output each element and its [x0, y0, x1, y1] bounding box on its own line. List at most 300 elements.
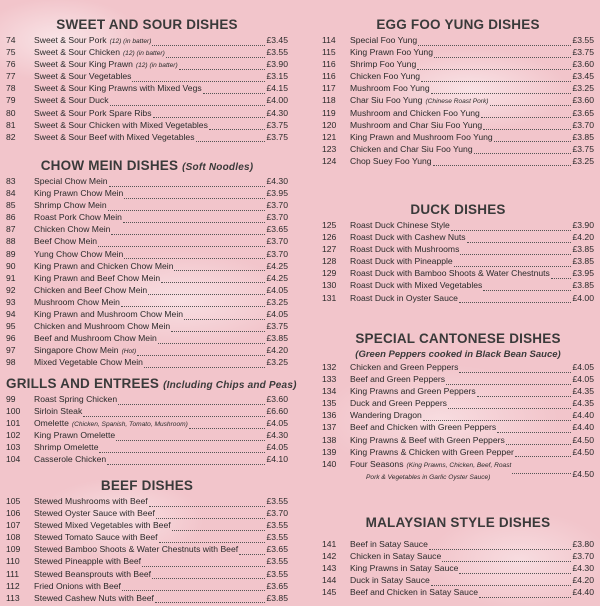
item-price: £3.55	[266, 520, 288, 531]
item-number: 117	[322, 83, 336, 94]
item-number: 104	[6, 454, 21, 465]
dot-leader	[111, 226, 265, 235]
item-number: 91	[6, 272, 16, 283]
dot-leader	[479, 589, 571, 598]
item-price: £3.45	[572, 71, 594, 82]
dot-leader	[551, 270, 572, 279]
dot-leader	[137, 347, 265, 356]
item-name: Mushroom and Chicken Foo Yung	[350, 107, 480, 118]
item-price: £3.85	[572, 256, 594, 267]
item-price: £3.65	[266, 224, 288, 235]
dot-leader	[474, 145, 572, 154]
section-egg-foo-yung	[322, 16, 594, 167]
menu-item	[322, 94, 594, 106]
item-name: Chicken Chow Mein	[34, 224, 111, 235]
item-name: Sweet & Sour Chicken	[34, 47, 120, 58]
item-name: Chicken and Green Peppers	[350, 362, 459, 372]
item-name: Roast Spring Chicken	[34, 394, 118, 404]
dot-leader	[429, 541, 572, 550]
item-name: Chicken and Beef Chow Mein	[34, 284, 148, 295]
item-number: 79	[6, 95, 16, 106]
item-number: 84	[6, 188, 16, 199]
item-price: £3.70	[572, 551, 594, 562]
item-note: (Chinese Roast Pork)	[425, 98, 489, 106]
menu-item	[322, 255, 594, 267]
item-note: (Hot)	[121, 348, 137, 356]
item-number: 85	[6, 200, 16, 211]
dot-leader	[512, 465, 571, 474]
menu-item	[322, 155, 594, 167]
item-price: £4.30	[572, 563, 594, 574]
item-name: Sweet & Sour King Prawn	[34, 59, 133, 70]
menu-item	[322, 34, 594, 46]
item-number: 110	[6, 556, 20, 567]
dot-leader	[110, 97, 266, 106]
menu-item	[6, 199, 288, 211]
item-price: £4.40	[572, 587, 594, 598]
menu-item	[6, 58, 288, 70]
menu-list	[322, 538, 594, 598]
item-price: £4.05	[266, 284, 288, 295]
item-name: Singapore Chow Mein	[34, 345, 119, 356]
item-price: £3.55	[572, 35, 594, 45]
dot-leader	[98, 238, 265, 247]
item-price: £3.45	[266, 35, 288, 45]
dot-leader	[442, 553, 571, 562]
menu-item	[6, 308, 288, 320]
item-name: Wandering Dragon	[350, 410, 422, 421]
menu-item	[6, 405, 288, 417]
item-number: 142	[322, 551, 337, 562]
dot-leader	[166, 49, 266, 58]
menu-item	[6, 284, 288, 296]
item-price: £4.30	[266, 107, 288, 118]
menu-item	[6, 107, 288, 119]
dot-leader	[423, 412, 572, 421]
dot-leader	[118, 396, 265, 405]
dot-leader	[121, 298, 266, 307]
menu-item	[322, 46, 594, 58]
dot-leader	[431, 577, 572, 586]
item-number: 115	[322, 47, 336, 58]
item-name: Sweet & Sour Pork	[34, 35, 107, 45]
item-price: £4.30	[266, 176, 288, 186]
dot-leader	[483, 121, 571, 130]
dot-leader	[239, 546, 265, 555]
item-name: Sweet & Sour Vegetables	[34, 71, 132, 82]
dot-leader	[122, 582, 266, 591]
menu-item	[322, 119, 594, 131]
item-number: 143	[322, 563, 337, 574]
item-number: 120	[322, 119, 337, 130]
section-subtitle: (Green Peppers cooked in Black Bean Sauce)	[355, 349, 561, 360]
menu-item	[322, 446, 594, 458]
menu-item	[322, 279, 594, 291]
item-price: £3.95	[266, 188, 288, 199]
item-number: 113	[6, 592, 20, 603]
item-price: £4.40	[572, 422, 594, 433]
item-name: Beef in Satay Sauce	[350, 539, 428, 549]
item-number: 140	[322, 458, 337, 469]
menu-item	[6, 531, 288, 543]
dot-leader	[431, 85, 572, 94]
item-price: £3.25	[266, 357, 288, 368]
item-number: 95	[6, 321, 16, 332]
item-price: £3.15	[266, 71, 288, 82]
item-name: Roast Duck with Bamboo Shoots & Water Chestnuts	[350, 268, 550, 279]
dot-leader	[196, 133, 266, 142]
item-name: King Prawn and Mushroom Foo Yung	[350, 131, 493, 142]
item-name: Stewed Tomato Sauce with Beef	[34, 532, 158, 543]
dot-leader	[459, 364, 571, 373]
item-price: £4.25	[266, 272, 288, 283]
dot-leader	[172, 522, 266, 531]
item-name: Chicken and Char Siu Foo Yung	[350, 143, 473, 154]
section-title: GRILLS AND ENTREES (Including Chips and Peas)	[6, 376, 297, 391]
item-name: Mushroom Foo Yung	[350, 83, 430, 94]
item-name: Sweet & Sour Duck	[34, 95, 109, 106]
dot-leader	[203, 85, 266, 94]
dot-leader	[123, 214, 266, 223]
item-name: Roast Pork Chow Mein	[34, 212, 122, 223]
section-title: MALAYSIAN STYLE DISHES	[365, 515, 551, 530]
menu-item	[322, 574, 594, 586]
item-price: £4.05	[266, 418, 288, 429]
menu-item	[6, 248, 288, 260]
item-name: Mixed Vegetable Chow Mein	[34, 357, 143, 368]
item-note-continued: Pork & Vegetables in Garlic Oyster Sauce)	[366, 473, 491, 481]
item-name: Yung Chow Chow Mein	[34, 248, 124, 259]
item-name: Beef and Chicken in Satay Sauce	[350, 587, 479, 598]
dot-leader	[159, 534, 266, 543]
item-number: 82	[6, 131, 16, 142]
menu-list	[6, 393, 288, 466]
item-name: Stewed Pineapple with Beef	[34, 556, 142, 567]
menu-item	[6, 235, 288, 247]
menu-item	[6, 70, 288, 82]
item-number: 125	[322, 220, 337, 230]
item-price: £4.50	[572, 446, 594, 457]
menu-item	[6, 543, 288, 555]
item-price: £3.55	[266, 556, 288, 567]
item-name: Beef Chow Mein	[34, 236, 98, 247]
item-number: 114	[322, 35, 336, 45]
menu-item	[6, 260, 288, 272]
item-price: £4.05	[266, 309, 288, 320]
dot-leader	[179, 61, 266, 70]
item-name: King Prawns and Green Peppers	[350, 386, 476, 397]
menu-list	[322, 361, 594, 458]
item-price: £3.70	[266, 248, 288, 259]
item-price: £3.70	[572, 119, 594, 130]
menu-item	[322, 58, 594, 70]
dot-leader	[148, 286, 265, 295]
dot-leader	[459, 565, 571, 574]
item-number: 123	[322, 143, 337, 154]
item-number: 119	[322, 107, 336, 118]
menu-item	[6, 568, 288, 580]
item-number: 86	[6, 212, 16, 223]
item-number: 138	[322, 434, 337, 445]
menu-item	[322, 143, 594, 155]
item-price: £3.55	[266, 47, 288, 58]
item-number: 128	[322, 256, 337, 267]
dot-leader	[434, 49, 572, 58]
dot-leader	[481, 109, 572, 118]
item-price: £3.90	[572, 220, 594, 230]
item-number: 116	[322, 59, 336, 70]
item-price: £3.55	[266, 496, 288, 506]
dot-leader	[149, 498, 266, 507]
menu-item	[322, 219, 594, 231]
section-title: DUCK DISHES	[410, 202, 506, 217]
item-price: £4.35	[572, 386, 594, 397]
menu-item	[322, 267, 594, 279]
menu-item	[322, 82, 594, 94]
item-price: £3.75	[572, 47, 594, 58]
item-price: £6.60	[266, 406, 288, 417]
dot-leader	[153, 109, 266, 118]
dot-leader	[467, 234, 572, 243]
item-number: 112	[6, 580, 20, 591]
item-number: 97	[6, 345, 16, 356]
item-name: Beef and Chicken with Green Peppers	[350, 422, 497, 433]
dot-leader	[417, 61, 571, 70]
item-number: 127	[322, 244, 337, 255]
dot-leader	[158, 335, 266, 344]
dot-leader	[99, 444, 265, 453]
item-name: Roast Duck with Mixed Vegetables	[350, 280, 483, 291]
section-title: SPECIAL CANTONESE DISHES	[355, 331, 561, 346]
item-name: Chicken Foo Yung	[350, 71, 421, 82]
dot-leader	[189, 420, 266, 429]
menu-list	[6, 34, 288, 143]
item-number: 131	[322, 292, 337, 303]
menu-item	[6, 429, 288, 441]
item-price: £4.30	[266, 430, 288, 441]
item-name: Roast Duck in Oyster Sauce	[350, 292, 458, 303]
item-name: Sweet & Sour Pork Spare Ribs	[34, 107, 152, 118]
item-number: 99	[6, 394, 16, 404]
menu-item	[6, 344, 288, 356]
item-price: £3.65	[266, 544, 288, 555]
dot-leader	[152, 37, 265, 46]
dot-leader	[124, 190, 265, 199]
item-price: £3.60	[266, 394, 288, 404]
menu-item	[6, 580, 288, 592]
item-name: King Prawn and Beef Chow Mein	[34, 272, 161, 283]
dot-leader	[142, 558, 265, 567]
item-price: £4.20	[572, 575, 594, 586]
menu-list	[6, 495, 288, 604]
menu-item	[6, 592, 288, 604]
item-name: Stewed Mushrooms with Beef	[34, 496, 148, 506]
item-name: Special Foo Yung	[350, 35, 418, 45]
item-price: £3.85	[266, 592, 288, 603]
item-price: £3.25	[572, 155, 594, 166]
item-number: 106	[6, 508, 21, 519]
menu-item	[322, 70, 594, 82]
menu-item	[322, 131, 594, 143]
menu-item	[6, 34, 288, 46]
menu-item	[6, 175, 288, 187]
dot-leader	[156, 510, 266, 519]
menu-item	[322, 385, 594, 397]
menu-item	[6, 320, 288, 332]
item-price: £3.75	[572, 143, 594, 154]
item-price: £3.85	[572, 244, 594, 255]
menu-item	[6, 519, 288, 531]
item-name: Sweet & Sour Beef with Mixed Vegetables	[34, 131, 195, 142]
menu-item	[322, 292, 594, 304]
menu-item	[322, 421, 594, 433]
item-name: King Prawn Omelette	[34, 430, 116, 441]
item-number: 132	[322, 362, 337, 372]
item-price: £3.70	[266, 236, 288, 247]
menu-item	[6, 495, 288, 507]
item-name: Fried Onions with Beef	[34, 580, 121, 591]
item-name: Stewed Cashew Nuts with Beef	[34, 592, 154, 603]
item-number: 75	[6, 47, 16, 58]
item-price: £3.80	[572, 539, 594, 549]
item-name: Four Seasons	[350, 458, 404, 469]
item-price: £3.95	[572, 268, 594, 279]
dot-leader	[116, 432, 265, 441]
item-number: 144	[322, 575, 337, 586]
menu-item	[6, 46, 288, 58]
menu-item	[6, 441, 288, 453]
item-number: 98	[6, 357, 16, 368]
dot-leader	[132, 73, 265, 82]
item-number: 136	[322, 410, 337, 421]
item-name: Beef and Green Peppers	[350, 374, 446, 385]
item-name: King Prawn Chow Mein	[34, 188, 124, 199]
item-price: £4.20	[572, 232, 594, 243]
menu-item	[322, 361, 594, 373]
menu-item	[6, 393, 288, 405]
item-number: 100	[6, 406, 21, 417]
item-number: 76	[6, 59, 16, 70]
section-title: CHOW MEIN DISHES (Soft Noodles)	[40, 158, 254, 173]
item-name: Duck and Green Peppers	[350, 398, 447, 409]
dot-leader	[433, 157, 572, 166]
item-price: £4.05	[266, 442, 288, 453]
menu-item	[322, 434, 594, 446]
menu-item	[6, 272, 288, 284]
item-number: 90	[6, 260, 16, 271]
item-number: 93	[6, 296, 16, 307]
item-number: 109	[6, 544, 21, 555]
item-name: Mushroom Chow Mein	[34, 296, 120, 307]
item-price: £3.25	[266, 296, 288, 307]
item-price: £3.65	[572, 107, 594, 118]
dot-leader	[174, 262, 265, 271]
item-name: Roast Duck with Mushrooms	[350, 244, 460, 255]
dot-leader	[83, 408, 265, 417]
item-number: 124	[322, 155, 337, 166]
item-name: Sweet & Sour King Prawns with Mixed Vegs	[34, 83, 202, 94]
item-number: 118	[322, 95, 336, 106]
item-price: £3.85	[266, 333, 288, 344]
item-note: (12) (in batter)	[122, 50, 165, 58]
item-number: 74	[6, 35, 16, 45]
item-number: 126	[322, 232, 337, 243]
item-name: Chicken in Satay Sauce	[350, 551, 442, 562]
item-number: 139	[322, 446, 337, 457]
dot-leader	[155, 594, 266, 603]
item-number: 94	[6, 309, 16, 320]
item-name: King Prawns & Beef with Green Peppers	[350, 434, 505, 445]
item-name: King Prawn and Chicken Chow Mein	[34, 260, 174, 271]
dot-leader	[494, 133, 572, 142]
dot-leader	[477, 388, 572, 397]
item-number: 105	[6, 496, 21, 506]
section-sweet-and-sour	[6, 16, 288, 143]
item-name: King Prawns & Chicken with Green Pepper	[350, 446, 514, 457]
item-number: 92	[6, 284, 16, 295]
dot-leader	[108, 202, 266, 211]
item-number: 141	[322, 539, 337, 549]
menu-item	[322, 538, 594, 550]
dot-leader	[454, 258, 572, 267]
dot-leader	[418, 37, 571, 46]
dot-leader	[497, 424, 571, 433]
item-number: 133	[322, 374, 337, 385]
dot-leader	[171, 323, 265, 332]
dot-leader	[446, 376, 571, 385]
item-number: 130	[322, 280, 337, 291]
item-number: 108	[6, 532, 21, 543]
item-price: £3.75	[266, 131, 288, 142]
item-name: King Prawn Foo Yung	[350, 47, 433, 58]
dot-leader	[490, 97, 572, 106]
item-name: Casserole Chicken	[34, 454, 107, 465]
item-number: 111	[6, 568, 20, 579]
section-grills-and-entrees	[6, 375, 297, 466]
dot-leader	[124, 250, 265, 259]
menu-list	[322, 219, 594, 304]
menu-item	[6, 131, 288, 143]
item-name: Stewed Oyster Sauce with Beef	[34, 508, 155, 519]
item-name: Roast Duck with Pineapple	[350, 256, 453, 267]
item-name: Roast Duck with Cashew Nuts	[350, 232, 466, 243]
item-price: £3.90	[266, 59, 288, 70]
menu-item	[6, 332, 288, 344]
dot-leader	[209, 121, 266, 130]
item-number: 134	[322, 386, 337, 397]
item-price: £3.85	[572, 131, 594, 142]
item-note: (12) (in batter)	[109, 38, 152, 45]
section-title: BEEF DISHES	[100, 478, 194, 493]
menu-item	[6, 555, 288, 567]
item-number: 137	[322, 422, 337, 433]
item-price: £4.20	[266, 345, 288, 356]
section-title: SWEET AND SOUR DISHES	[56, 17, 238, 32]
menu-item	[322, 409, 594, 421]
section-beef	[6, 477, 288, 604]
dot-leader	[506, 436, 572, 445]
section-special-cantonese	[322, 330, 594, 480]
menu-item	[6, 356, 288, 368]
item-note: (King Prawns, Chicken, Beef, Roast	[406, 461, 512, 469]
item-price: £4.10	[266, 454, 288, 465]
dot-leader	[421, 73, 571, 82]
item-price: £4.50	[572, 434, 594, 445]
menu-item	[6, 453, 288, 465]
menu-list	[6, 175, 288, 369]
item-name: Stewed Mixed Vegetables with Beef	[34, 520, 171, 531]
item-name: Omelette	[34, 418, 69, 429]
